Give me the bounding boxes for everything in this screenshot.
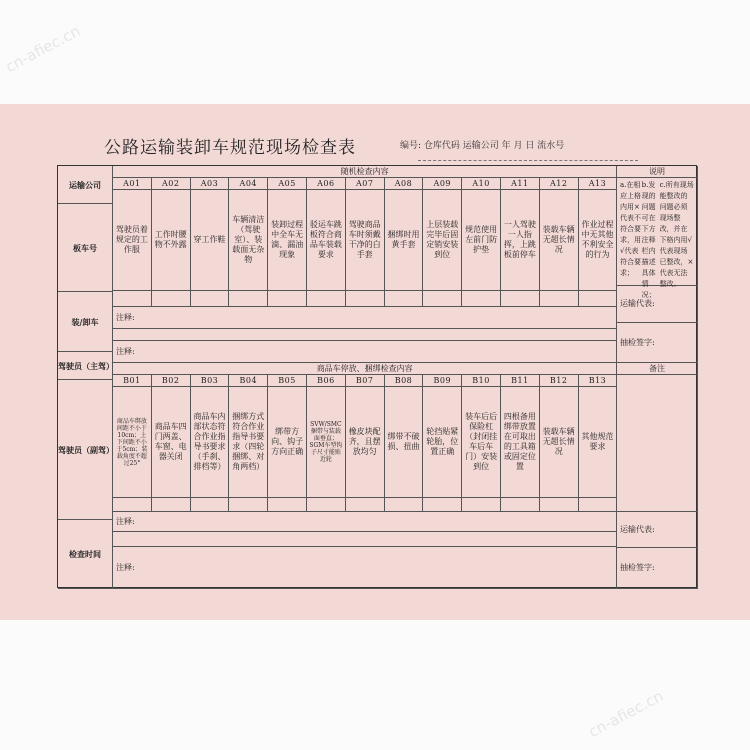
check-a07[interactable] [346,291,385,307]
item-a11: 一人驾驶一人指挥，上跳板前停车 [501,190,540,291]
check-b01[interactable] [113,498,152,512]
check-a08[interactable] [385,291,424,307]
code-b05: B05 [268,375,307,387]
check-a11[interactable] [501,291,540,307]
code-a04: A04 [229,178,268,190]
item-a01: 驾驶员着规定的工作服 [113,190,152,291]
item-b03: 商品车内部状态符合作业指导书要求（手刹、排档等） [191,387,230,498]
item-b13: 其他规范要求 [579,387,618,498]
item-b02: 商品车四门两盖、车窗、电器关闭 [152,387,191,498]
check-a05[interactable] [268,291,307,307]
check-a02[interactable] [152,291,191,307]
code-a06: A06 [307,178,346,190]
item-b06: SVW/SMC捆带与装载面垂直；SGM车型钩子尺寸能贴近轮 [307,387,346,498]
item-b05: 绑带方向、钩子方向正确 [268,387,307,498]
item-a02: 工作时腰物不外露 [152,190,191,291]
item-a03: 穿工作鞋 [191,190,230,291]
item-b01: 商品车绑放间距不小于10cm；上下间距不小于5cm；装载角度不超过25° [113,387,152,498]
item-a06: 驳运车跳板符合商品车装载要求 [307,190,346,291]
remarks-header: 备注 [617,363,698,375]
code-b02: B02 [152,375,191,387]
item-a04: 车辆清洁（驾驶室）、装载面无杂物 [229,190,268,291]
meta-underline [418,160,638,161]
code-a01: A01 [113,178,152,190]
inspection-grid [57,165,697,588]
item-b11: 四根备用绑带放置在可取出的工具箱或固定位置 [501,387,540,498]
remarks-rep[interactable]: 运输代表: [617,512,698,548]
check-b12[interactable] [540,498,579,512]
item-a08: 捆绑时用黄手套 [385,190,424,291]
note-b1[interactable]: 注释: [113,512,617,532]
note-b2[interactable]: 注释: [113,547,617,589]
item-b12: 装载车辆无超长情况 [540,387,579,498]
label-transport-company: 运输公司 [58,166,113,204]
code-b13: B13 [579,375,618,387]
code-b03: B03 [191,375,230,387]
code-a09: A09 [423,178,462,190]
code-b06: B06 [307,375,346,387]
code-a02: A02 [152,178,191,190]
note-a2[interactable]: 注释: [113,341,617,363]
code-b11: B11 [501,375,540,387]
label-driver-main: 驾驶员（主驾） [58,352,113,380]
watermark-bottom: cn-afiec.cn [585,686,667,742]
code-a12: A12 [540,178,579,190]
code-a11: A11 [501,178,540,190]
check-b11[interactable] [501,498,540,512]
explain-line: c.所有现场能整改的问题必须现场整改，并在下格内用√代表现场已整改，×代表无法整改。 [659,181,694,288]
check-b07[interactable] [346,498,385,512]
form-title: 公路运输装卸车规范现场检查表 [104,138,356,158]
item-b10: 装车后后保险杠（封闭挂车后车门）安装到位 [462,387,501,498]
item-a05: 装卸过程中全车无滴、漏油现象 [268,190,307,291]
code-a07: A07 [346,178,385,190]
code-b07: B07 [346,375,385,387]
item-a09: 上层装载完毕后固定销安装到位 [423,190,462,291]
check-row-a[interactable] [113,329,617,341]
explain-header: 说明 [617,166,698,178]
check-b10[interactable] [462,498,501,512]
code-a03: A03 [191,178,230,190]
code-b01: B01 [113,375,152,387]
form-meta: 编号: 仓库代码 运输公司 年 月 日 流水号 [400,141,565,151]
code-b10: B10 [462,375,501,387]
check-a10[interactable] [462,291,501,307]
check-a03[interactable] [191,291,230,307]
code-b04: B04 [229,375,268,387]
check-a13[interactable] [579,291,618,307]
code-a13: A13 [579,178,618,190]
check-b09[interactable] [423,498,462,512]
remarks-body[interactable] [617,375,698,512]
code-a05: A05 [268,178,307,190]
label-trailer-number: 板车号 [58,204,113,292]
section-b-header: 商品车停放、捆绑检查内容 [113,363,617,375]
check-b02[interactable] [152,498,191,512]
explain-line: b.发现的问题可在下方注释栏内描述具体情况； [641,181,656,299]
item-a13: 作业过程中无其他不利安全的行为 [579,190,618,291]
remarks-sign[interactable]: 抽检签字: [617,548,698,589]
code-b12: B12 [540,375,579,387]
check-b05[interactable] [268,498,307,512]
check-row-b[interactable] [113,532,617,547]
check-b06[interactable] [307,498,346,512]
item-b09: 轮挡贴紧轮胎，位置正确 [423,387,462,498]
check-b08[interactable] [385,498,424,512]
explain-text [617,178,698,299]
explain-rep[interactable]: 运输代表: [617,286,698,323]
code-b08: B08 [385,375,424,387]
item-a12: 装载车辆无超长情况 [540,190,579,291]
check-b04[interactable] [229,498,268,512]
check-a01[interactable] [113,291,152,307]
watermark-top: cn-afiec.cn [2,21,84,77]
check-b03[interactable] [191,498,230,512]
label-inspection-time: 检查时间 [58,520,113,589]
check-a09[interactable] [423,291,462,307]
code-b09: B09 [423,375,462,387]
check-b13[interactable] [579,498,618,512]
explain-line: a.在相应上格内用×代表不符合要求，用√代表符合要求； [620,181,641,277]
check-a06[interactable] [307,291,346,307]
item-b08: 绑带不破损、扭曲 [385,387,424,498]
item-b07: 橡皮块配齐，且摆放均匀 [346,387,385,498]
section-a-header: 随机检查内容 [113,166,617,178]
label-load-unload: 装/卸车 [58,292,113,352]
code-a10: A10 [462,178,501,190]
check-a12[interactable] [540,291,579,307]
note-a1[interactable]: 注释: [113,307,617,329]
item-b04: 捆绑方式符合作业指导书要求（四轮捆绑、对角两档） [229,387,268,498]
code-a08: A08 [385,178,424,190]
item-a07: 驾驶商品车时须戴干净的白手套 [346,190,385,291]
explain-sign[interactable]: 抽检签字: [617,323,698,363]
check-a04[interactable] [229,291,268,307]
label-driver-co: 驾驶员（副驾） [58,380,113,520]
item-a10: 规范使用左前门防护垫 [462,190,501,291]
